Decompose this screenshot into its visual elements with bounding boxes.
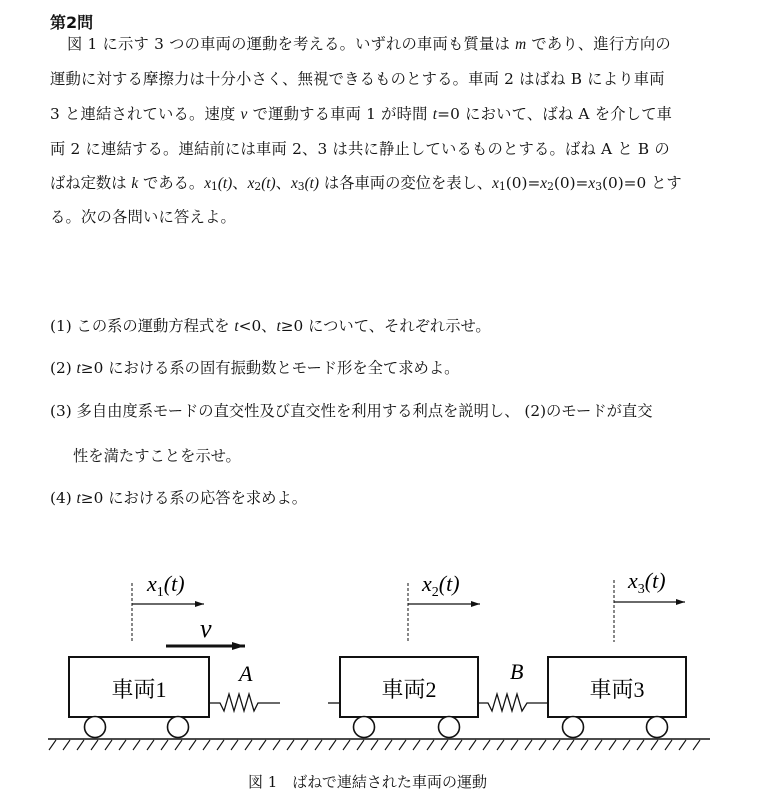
text: とす xyxy=(646,174,682,192)
x3-init: (0)=0 xyxy=(602,174,647,192)
hatch-mark xyxy=(175,740,182,750)
x1-subscript: 1 xyxy=(498,180,506,194)
hatch-mark xyxy=(623,740,630,750)
hatch-mark xyxy=(553,740,560,750)
hatch-mark xyxy=(581,740,588,750)
hatch-mark xyxy=(301,740,308,750)
time-symbol: t xyxy=(76,360,81,377)
hatch-mark xyxy=(105,740,112,750)
hatch-mark xyxy=(133,740,140,750)
hatch-mark xyxy=(343,740,350,750)
text: であり、進行方向の xyxy=(526,35,671,53)
hatch-mark xyxy=(189,740,196,750)
x2-init: (0)= xyxy=(553,174,589,192)
cart-1-label: 車両1 xyxy=(111,677,167,702)
wheel xyxy=(439,717,460,738)
paragraph-line-2: 運動に対する摩擦力は十分小さく、無視できるものとする。車両 2 はばね B により車両 xyxy=(50,70,665,88)
hatch-mark xyxy=(679,740,686,750)
text: 3 と連結されている。速度 xyxy=(50,105,241,123)
text: である。 xyxy=(138,174,205,192)
wheel xyxy=(168,717,189,738)
paragraph-line-6: る。次の各問いに答えよ。 xyxy=(50,208,236,226)
wheel xyxy=(85,717,106,738)
text: は各車両の変位を表し、 xyxy=(319,174,493,192)
spring-a xyxy=(209,694,340,711)
hatch-mark xyxy=(371,740,378,750)
cart-3-label: 車両3 xyxy=(589,677,645,702)
wheel xyxy=(563,717,584,738)
hatch-mark xyxy=(651,740,658,750)
cart-2-label: 車両2 xyxy=(381,677,437,702)
hatch-mark xyxy=(399,740,406,750)
question-number: (2) xyxy=(50,359,77,377)
hatch-mark xyxy=(203,740,210,750)
hatch-mark xyxy=(315,740,322,750)
x2-subscript: 2 xyxy=(547,180,554,194)
hatch-mark xyxy=(357,740,364,750)
hatch-mark xyxy=(63,740,70,750)
x1-symbol: x xyxy=(492,175,499,192)
question-number: (1) xyxy=(50,317,77,335)
hatch-mark xyxy=(427,740,434,750)
figure-caption: 図 1 ばねで連結された車両の運動 xyxy=(248,773,487,791)
wheel xyxy=(647,717,668,738)
hatch-mark xyxy=(539,740,546,750)
hatch-mark xyxy=(231,740,238,750)
sep: 、 xyxy=(275,174,291,192)
x2-label: $x_2(t)$ xyxy=(422,571,460,600)
hatch-mark xyxy=(595,740,602,750)
text: 図 1 に示す 3 つの車両の運動を考える。いずれの車両も質量は xyxy=(67,35,516,53)
hatch-mark xyxy=(245,740,252,750)
hatch-mark xyxy=(693,740,700,750)
x3-label: $x_3(t)$ xyxy=(628,568,666,597)
time-symbol: t xyxy=(234,318,239,335)
text: ≥0 における系の固有振動数とモード形を全て求めよ。 xyxy=(80,359,460,377)
hatch-mark xyxy=(119,740,126,750)
displacement-x2 xyxy=(408,571,480,643)
sep: 、 xyxy=(232,174,248,192)
hatch-mark xyxy=(49,740,56,750)
spring-constant-symbol: k xyxy=(131,175,139,192)
cart-3 xyxy=(548,657,686,738)
hatch-mark xyxy=(329,740,336,750)
x3-subscript: 3 xyxy=(297,180,305,194)
x1-symbol: x xyxy=(204,175,212,192)
text: ≥0 について、それぞれ示せ。 xyxy=(280,317,491,335)
x1-init: (0)= xyxy=(505,174,541,192)
hatch-mark xyxy=(287,740,294,750)
x1-arg: (t) xyxy=(217,175,233,192)
hatch-mark xyxy=(665,740,672,750)
x3-symbol: x xyxy=(588,175,596,192)
velocity-label: v xyxy=(200,614,212,643)
spring-b xyxy=(478,694,548,711)
text: 多自由度系モードの直交性及び直交性を利用する利点を説明し、 (2)のモードが直交 xyxy=(76,402,653,420)
x3-subscript: 3 xyxy=(595,180,602,194)
hatch-mark xyxy=(637,740,644,750)
mass-symbol: m xyxy=(515,36,527,53)
problem-heading: 第2問 xyxy=(50,13,94,32)
time-symbol: t xyxy=(432,106,438,123)
question-3-continuation: 性を満たすことを示せ。 xyxy=(73,447,241,465)
hatch-mark xyxy=(497,740,504,750)
time-symbol: t xyxy=(276,318,281,335)
hatch-mark xyxy=(161,740,168,750)
cart-1 xyxy=(69,657,209,738)
hatch-mark xyxy=(511,740,518,750)
hatch-mark xyxy=(525,740,532,750)
hatch-mark xyxy=(77,740,84,750)
time-symbol: t xyxy=(76,490,81,507)
hatch-mark xyxy=(385,740,392,750)
text: <0、 xyxy=(238,317,277,335)
hatch-mark xyxy=(567,740,574,750)
question-number: (3) xyxy=(50,402,77,420)
hatch-mark xyxy=(273,740,280,750)
x1-label: $x_1(t)$ xyxy=(147,571,185,600)
ground-hatching xyxy=(49,740,700,750)
x2-symbol: x xyxy=(247,175,255,192)
text: ≥0 における系の応答を求めよ。 xyxy=(80,489,308,507)
hatch-mark xyxy=(217,740,224,750)
text: =0 において、ばね A を介して車 xyxy=(437,105,673,123)
text: ばね定数は xyxy=(50,174,132,192)
x2-subscript: 2 xyxy=(254,180,262,194)
displacement-x1 xyxy=(132,571,204,643)
hatch-mark xyxy=(483,740,490,750)
hatch-mark xyxy=(147,740,154,750)
paragraph-line-4: 両 2 に連結する。連結前には車両 2、3 は共に静止しているものとする。ばね A と B の xyxy=(50,140,670,158)
cart-2 xyxy=(340,657,478,738)
text: で運動する車両 1 が時間 xyxy=(247,105,433,123)
x2-arg: (t) xyxy=(261,175,276,192)
hatch-mark xyxy=(455,740,462,750)
hatch-mark xyxy=(413,740,420,750)
spring-b-label: B xyxy=(510,659,524,684)
hatch-mark xyxy=(259,740,266,750)
displacement-x3 xyxy=(614,568,685,642)
text: この系の運動方程式を xyxy=(76,317,235,335)
velocity-symbol: v xyxy=(240,106,248,123)
spring-a-label: A xyxy=(239,661,253,686)
question-number: (4) xyxy=(50,489,77,507)
hatch-mark xyxy=(469,740,476,750)
wheel xyxy=(354,717,375,738)
x3-arg: (t) xyxy=(304,175,320,192)
x3-symbol: x xyxy=(290,175,298,192)
hatch-mark xyxy=(91,740,98,750)
x2-symbol: x xyxy=(540,175,548,192)
hatch-mark xyxy=(441,740,448,750)
x1-subscript: 1 xyxy=(211,180,218,194)
hatch-mark xyxy=(609,740,616,750)
